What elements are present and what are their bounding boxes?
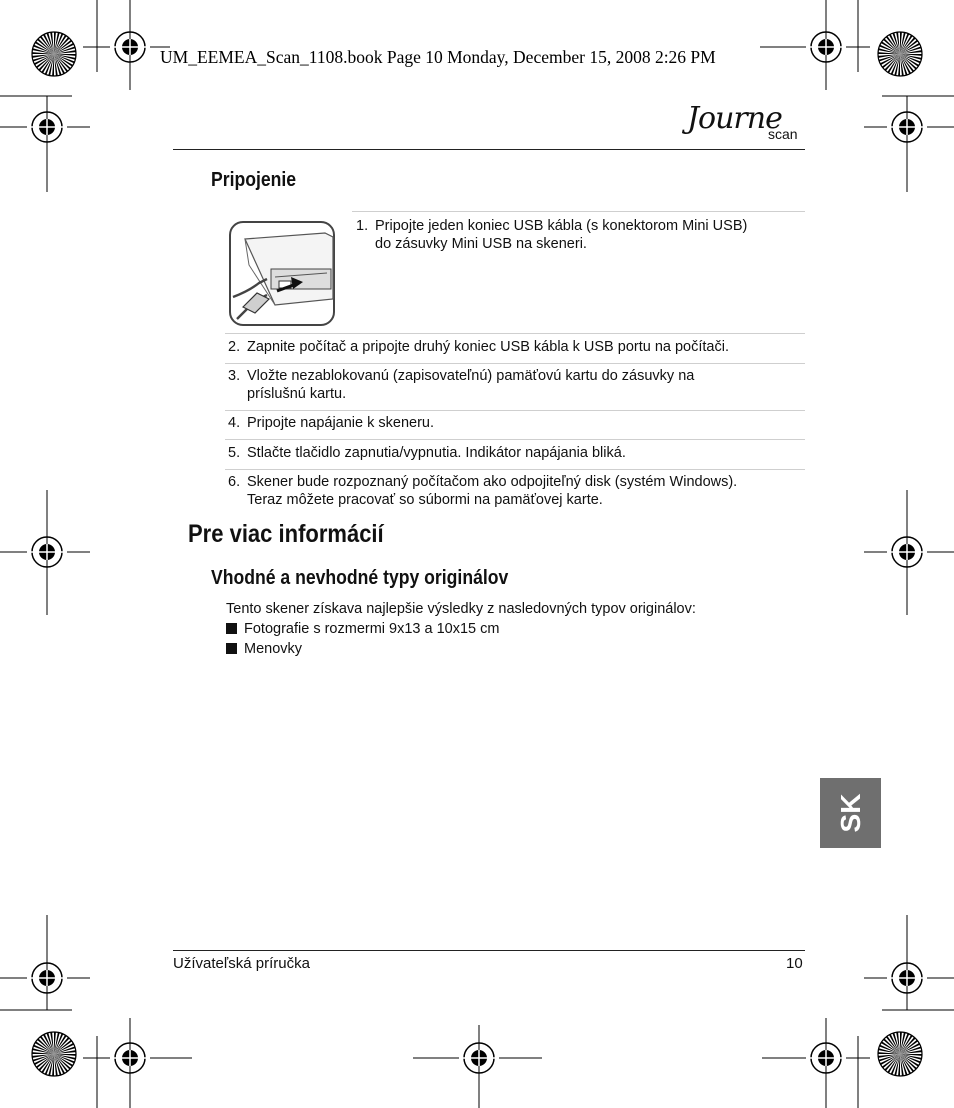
starburst-mark-icon — [32, 32, 76, 76]
list-item — [226, 621, 499, 637]
header-rule — [173, 149, 805, 150]
section-title-pre-viac-informacii: Pre viac informácií — [188, 520, 384, 548]
bullet-text: Fotografie s rozmermi 9x13 a 10x15 cm — [244, 621, 500, 637]
step-text: Vložte nezablokovanú (zapisovateľnú) pamäťovú kartu do zásuvky na prísl​ušnú kartu. — [247, 368, 695, 402]
language-tab-label: SK — [834, 793, 866, 833]
bullet-square-icon — [226, 643, 237, 654]
list-item — [226, 641, 302, 657]
bullet-square-icon — [226, 623, 237, 634]
list-item — [228, 473, 808, 513]
step-text: Stlačte tlačidlo zapnutia/vypnutia. Indikátor napájania bliká. — [247, 445, 626, 461]
step-number: 5. — [228, 445, 241, 461]
logo-script: Journe — [687, 101, 782, 136]
step-text: Skener bude rozpoznaný počítačom ako odpojiteľný disk (systém Windows). Teraz môžete pracovať so súbormi na pamäťovej karte. — [247, 474, 738, 508]
journe-scan-logo — [685, 103, 810, 153]
footer-title: Užívateľská príručka — [173, 955, 310, 972]
list-item — [228, 367, 808, 407]
table-rule — [225, 439, 805, 440]
starburst-mark-icon — [878, 1032, 922, 1076]
step-number: 3. — [228, 368, 241, 384]
bullet-text: Menovky — [244, 641, 303, 657]
table-rule — [225, 469, 805, 470]
step-number: 1. — [356, 218, 369, 234]
footer-rule — [173, 950, 805, 951]
logo-scan: scan — [768, 126, 798, 142]
list-item — [228, 338, 808, 358]
section-title-pripojenie: Pripojenie — [211, 169, 297, 191]
book-header: UM_EEMEA_Scan_1108.book Page 10 Monday, December 15, 2008 2:26 PM — [160, 47, 716, 67]
step-text: Pripojte napájanie k skeneru. — [247, 415, 435, 431]
table-rule — [225, 333, 805, 334]
subsection-title: Vhodné a nevhodné typy originálov — [211, 567, 509, 589]
step-text: Pripojte jeden koniec USB kábla (s konektorom Mini USB) do zásuvky Mini USB na skeneri. — [375, 218, 748, 252]
step-number: 4. — [228, 415, 241, 431]
list-item — [228, 414, 808, 434]
table-rule — [225, 363, 805, 364]
starburst-mark-icon — [32, 1032, 76, 1076]
step-number: 6. — [228, 474, 241, 490]
starburst-mark-icon — [878, 32, 922, 76]
table-rule — [225, 410, 805, 411]
page-number: 10 — [786, 955, 803, 972]
table-rule — [352, 211, 805, 212]
step-number: 2. — [228, 339, 241, 355]
language-tab — [820, 778, 881, 848]
step-text: Zapnite počítač a pripojte druhý koniec USB kábla k USB portu na počítači. — [247, 339, 729, 355]
intro-paragraph: Tento skener získava najlepšie výsledky z nasledovných typov originálov: — [226, 601, 696, 617]
scanner-usb-connection-illustration — [227, 219, 337, 329]
list-item — [356, 217, 806, 257]
list-item — [228, 444, 808, 464]
